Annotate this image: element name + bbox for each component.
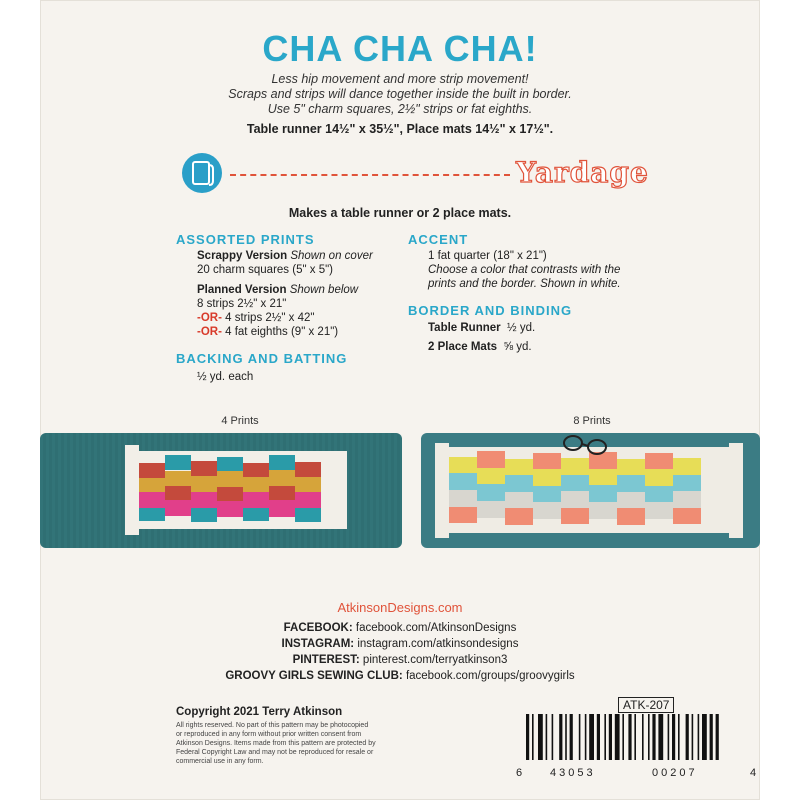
tagline-line: Scraps and strips will dance together inside the built in border. bbox=[228, 87, 572, 101]
barcode-bar bbox=[552, 714, 554, 760]
barcode-bar bbox=[652, 714, 655, 760]
barcode-bar bbox=[565, 714, 567, 760]
barcode-bar bbox=[686, 714, 689, 760]
border-heading: BORDER AND BINDING bbox=[408, 303, 573, 318]
barcode-bar bbox=[642, 714, 644, 760]
page-title: CHA CHA CHA! bbox=[262, 28, 538, 69]
accent-list bbox=[428, 249, 668, 291]
barcode-bar bbox=[668, 714, 670, 760]
copyright: Copyright 2021 Terry Atkinson bbox=[176, 706, 343, 718]
backing-heading: BACKING AND BATTING bbox=[176, 351, 348, 366]
barcode-bar bbox=[579, 714, 581, 760]
assorted-heading: ASSORTED PRINTS bbox=[176, 232, 315, 247]
social-row bbox=[40, 670, 760, 682]
website-link[interactable]: AtkinsonDesigns.com bbox=[337, 600, 463, 615]
planned-line: 4 fat eighths (9" x 21") bbox=[225, 326, 339, 338]
social-link[interactable]: facebook.com/groups/groovygirls bbox=[405, 670, 575, 682]
barcode-digit: 4 bbox=[750, 767, 757, 779]
barcode-bar bbox=[692, 714, 694, 760]
barcode-bar bbox=[559, 714, 562, 760]
barcode-digit: 6 bbox=[516, 767, 523, 779]
section-title: Yardage bbox=[516, 156, 649, 189]
barcode-bar bbox=[538, 714, 543, 760]
social-row bbox=[40, 638, 760, 650]
mats-label: 2 Place Mats bbox=[428, 341, 498, 353]
makes-line: Makes a table runner or 2 place mats. bbox=[288, 206, 512, 220]
social-link[interactable]: instagram.com/atkinsondesigns bbox=[357, 638, 519, 650]
barcode-bar bbox=[570, 714, 573, 760]
barcode-bar bbox=[585, 714, 587, 760]
barcode-bar bbox=[648, 714, 650, 760]
planned-line: 8 strips 2½" x 21" bbox=[197, 298, 287, 310]
legal-line: Atkinson Designs. Items made from this pattern are protected by bbox=[176, 740, 376, 747]
barcode-bar bbox=[716, 714, 719, 760]
barcode-bar bbox=[710, 714, 713, 760]
legal-line: Federal Copyright Law and may not be reproduced for resale or bbox=[176, 749, 374, 756]
section-divider bbox=[230, 174, 510, 176]
legal-line: or reproduced in any form without prior written consent from bbox=[176, 731, 362, 738]
fabric-bolt-icon bbox=[182, 153, 222, 193]
mats-value: ⅝ yd. bbox=[503, 341, 532, 353]
runner-value: ½ yd. bbox=[507, 322, 536, 334]
assorted-list bbox=[197, 249, 427, 339]
accent-line: 1 fat quarter (18" x 21") bbox=[428, 250, 547, 262]
social-label: FACEBOOK: bbox=[283, 622, 353, 634]
border-runner bbox=[428, 321, 535, 335]
barcode-digits-right: 00207 bbox=[652, 767, 698, 779]
photo-caption-right: 8 Prints bbox=[573, 415, 611, 427]
legal-line: commercial use in any form. bbox=[176, 758, 264, 765]
barcode-bar bbox=[698, 714, 700, 760]
social-row bbox=[40, 622, 760, 634]
pattern-back-cover bbox=[40, 0, 760, 800]
barcode-bar bbox=[634, 714, 636, 760]
legal-line: All rights reserved. No part of this pattern may be photocopied bbox=[176, 722, 369, 729]
barcode-bar bbox=[609, 714, 612, 760]
sku-label: ATK-207 bbox=[618, 697, 674, 713]
barcode-bar bbox=[589, 714, 594, 760]
barcode-digits-left: 43053 bbox=[550, 767, 596, 779]
accent-line: Choose a color that contrasts with the bbox=[428, 264, 621, 276]
barcode-bar bbox=[615, 714, 620, 760]
barcode-bar bbox=[526, 714, 529, 760]
runner-label: Table Runner bbox=[428, 322, 501, 334]
barcode-bar bbox=[622, 714, 624, 760]
photo-caption-left: 4 Prints bbox=[221, 415, 259, 427]
accent-line: prints and the border. Shown in white. bbox=[428, 278, 621, 290]
barcode-bars bbox=[510, 712, 762, 762]
tagline-line: Less hip movement and more strip movement! bbox=[271, 72, 529, 86]
barcode bbox=[510, 712, 762, 779]
scrappy-line: 20 charm squares (5" x 5") bbox=[197, 264, 333, 276]
barcode-bar bbox=[546, 714, 548, 760]
social-label: GROOVY GIRLS SEWING CLUB: bbox=[225, 670, 403, 682]
social-link[interactable]: facebook.com/AtkinsonDesigns bbox=[355, 622, 517, 634]
accent-heading: ACCENT bbox=[408, 232, 469, 247]
legal-text bbox=[176, 721, 506, 766]
social-label: PINTEREST: bbox=[292, 654, 360, 666]
planned-note: Shown below bbox=[289, 284, 359, 296]
tagline-line: Use 5" charm squares, 2½" strips or fat eighths. bbox=[267, 102, 533, 116]
barcode-bar bbox=[532, 714, 534, 760]
planned-line: 4 strips 2½" x 42" bbox=[225, 312, 315, 324]
barcode-bar bbox=[597, 714, 600, 760]
barcode-bar bbox=[628, 714, 631, 760]
scrappy-note: Shown on cover bbox=[290, 250, 373, 262]
border-mats bbox=[428, 340, 532, 354]
table-runner-photo-8-prints bbox=[421, 433, 760, 548]
barcode-bar bbox=[678, 714, 680, 760]
or-label: -OR- bbox=[197, 326, 222, 338]
finished-sizes: Table runner 14½" x 35½", Place mats 14½" x 17½". bbox=[246, 122, 554, 136]
social-link[interactable]: pinterest.com/terryatkinson3 bbox=[362, 654, 508, 666]
tagline bbox=[210, 72, 590, 117]
table-runner-photo-4-prints bbox=[40, 433, 402, 548]
or-label: -OR- bbox=[197, 312, 222, 324]
barcode-bar bbox=[604, 714, 606, 760]
social-label: INSTAGRAM: bbox=[281, 638, 355, 650]
barcode-bar bbox=[658, 714, 663, 760]
backing-line: ½ yd. each bbox=[197, 371, 254, 383]
social-row bbox=[40, 654, 760, 666]
planned-label: Planned Version bbox=[197, 284, 287, 296]
barcode-bar bbox=[672, 714, 675, 760]
barcode-bar bbox=[702, 714, 707, 760]
scrappy-label: Scrappy Version bbox=[197, 250, 288, 262]
